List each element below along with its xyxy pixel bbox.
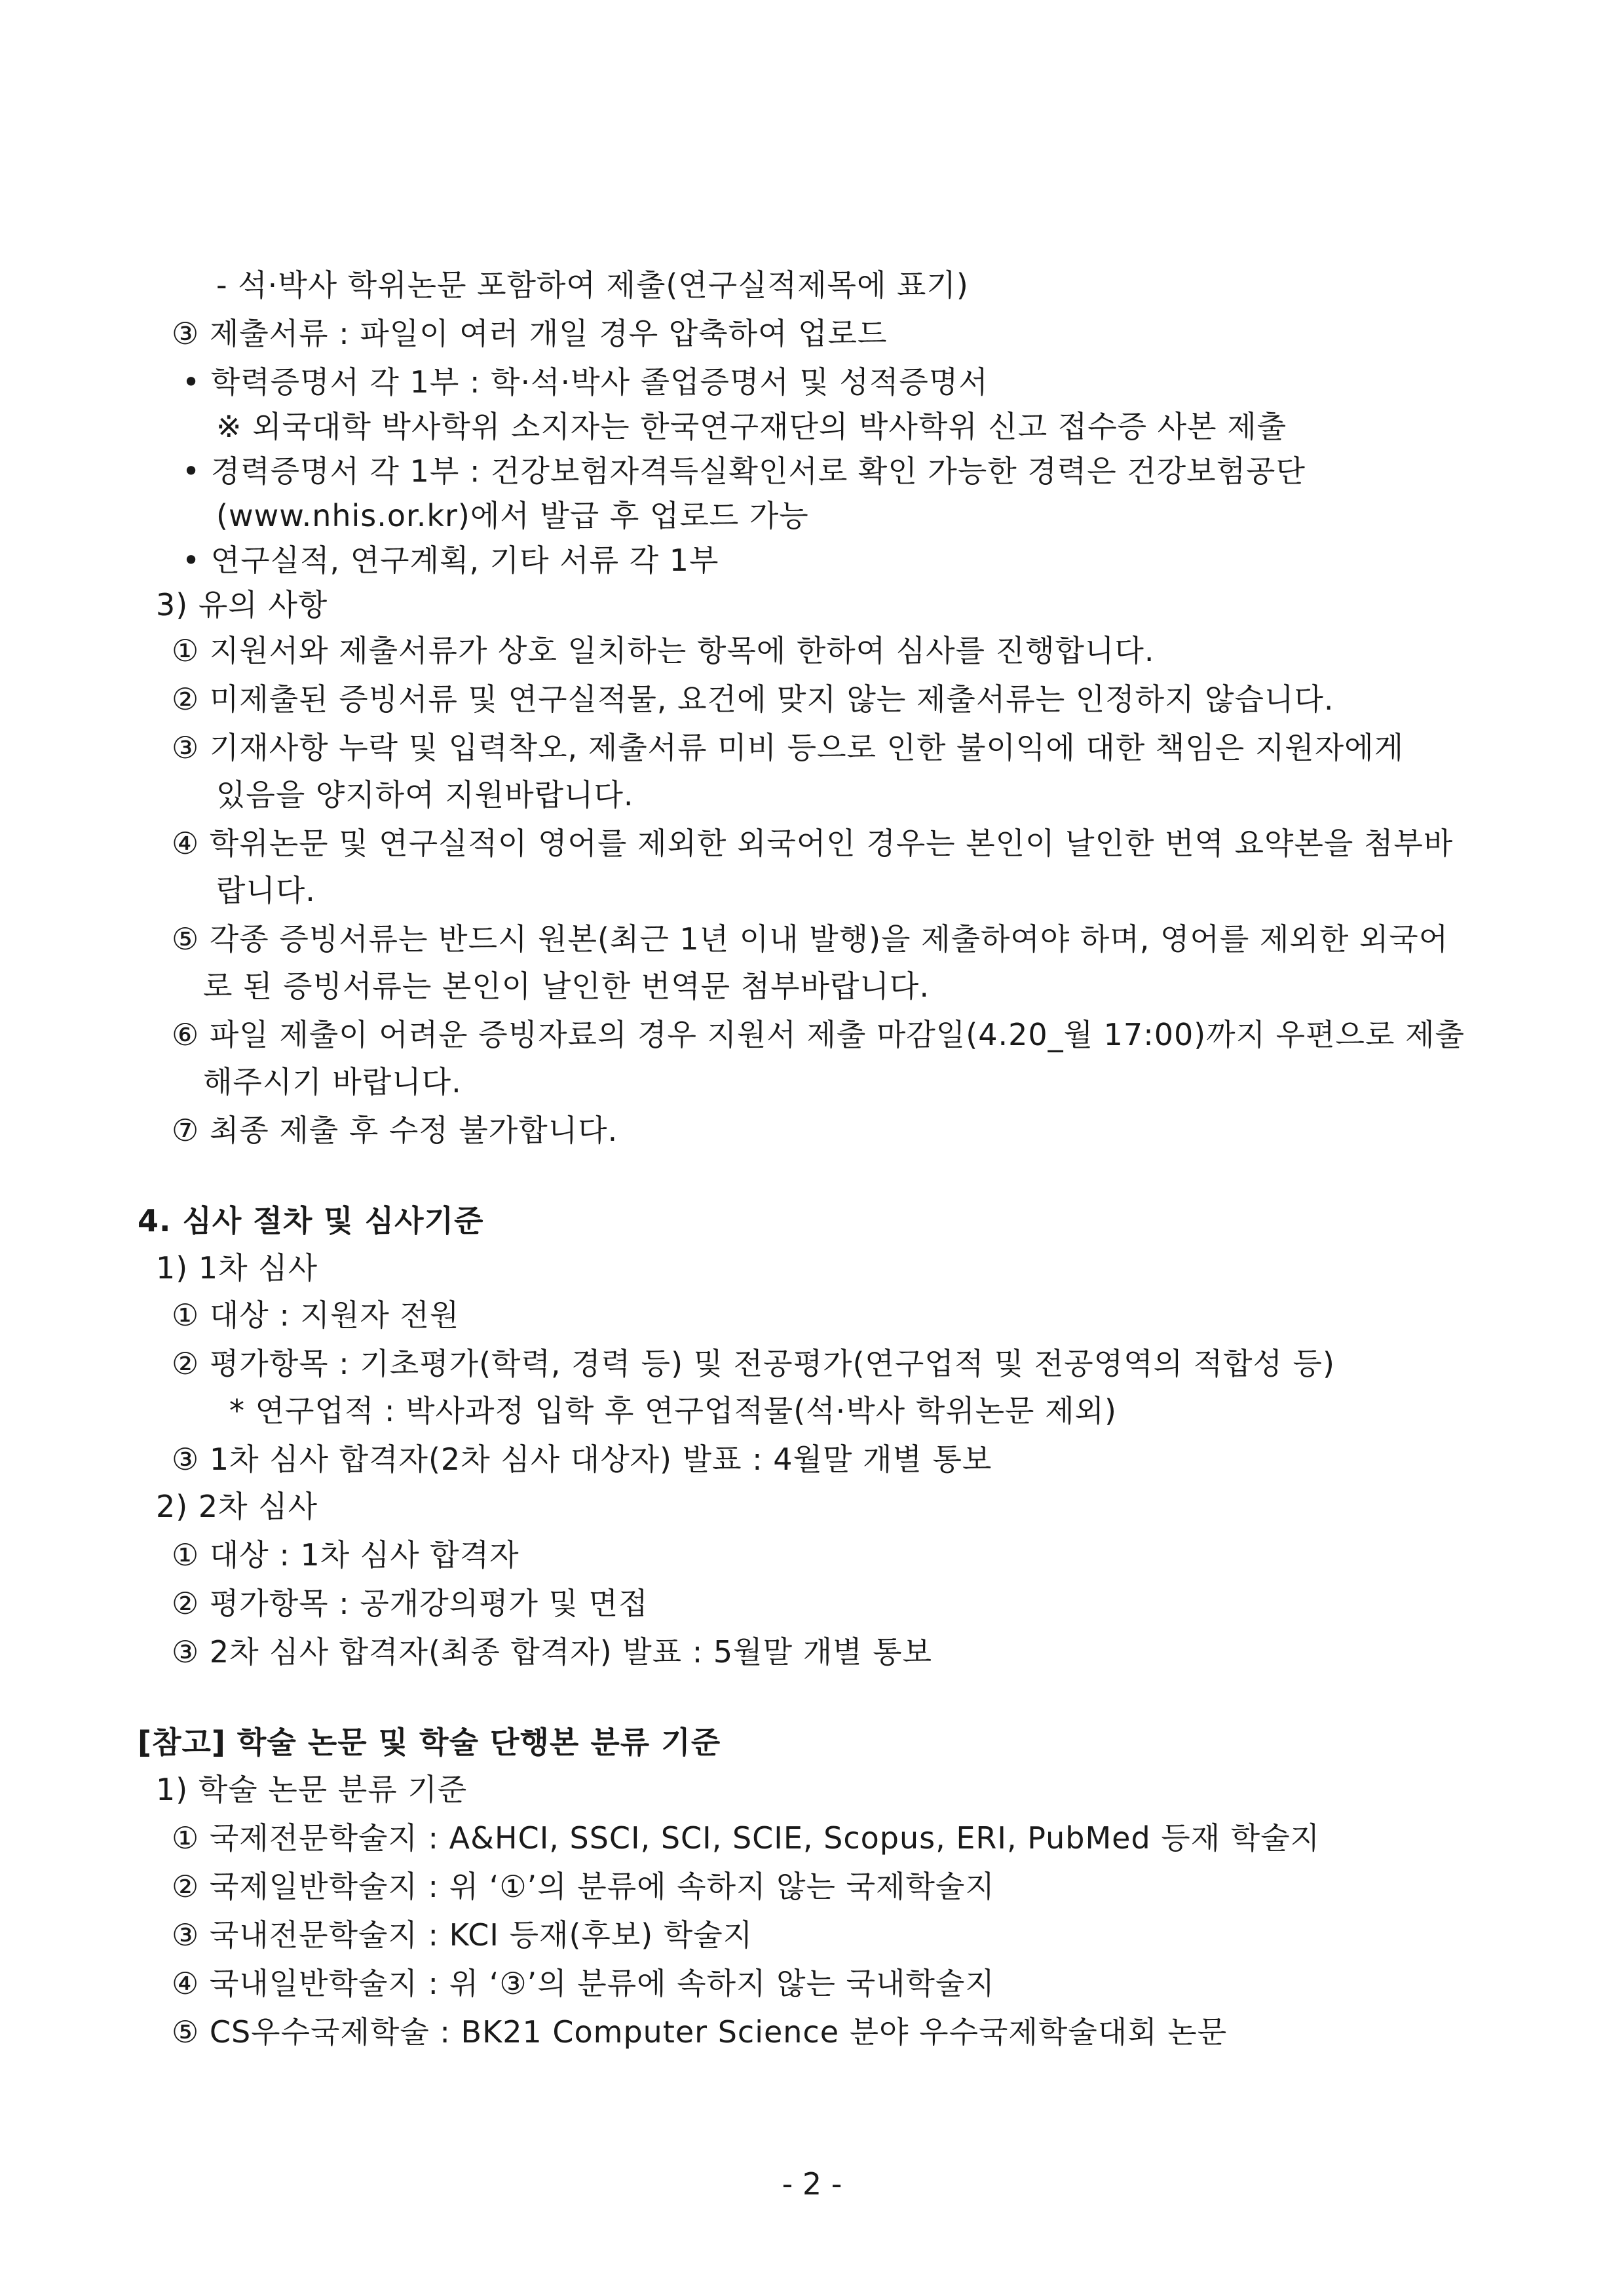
paper-classification-heading: 1) 학술 논문 분류 기준 (156, 1772, 468, 1807)
section-4-heading: 4. 심사 절차 및 심사기준 (138, 1203, 484, 1238)
first-review-target: ① 대상 : 지원자 전원 (172, 1297, 460, 1333)
reference-heading: [참고] 학술 논문 및 학술 단행본 분류 기준 (138, 1725, 721, 1760)
classification-item-4: ④ 국내일반학술지 : 위 ‘③’의 분류에 속하지 않는 국내학술지 (172, 1966, 995, 2001)
caution-heading: 3) 유의 사항 (156, 587, 328, 622)
classification-item-5: ⑤ CS우수국제학술 : BK21 Computer Science 분야 우수국제학술대회 논문 (172, 2014, 1228, 2050)
caution-item-7: ⑦ 최종 제출 후 수정 불가합니다. (172, 1113, 618, 1148)
caution-item-3: ③ 기재사항 누락 및 입력착오, 제출서류 미비 등으로 인한 불이익에 대한 책임은 지원자에게 (172, 730, 1405, 765)
caution-item-1: ① 지원서와 제출서류가 상호 일치하는 항목에 한하여 심사를 진행합니다. (172, 633, 1155, 668)
caution-item-6: ⑥ 파일 제출이 어려운 증빙자료의 경우 지원서 제출 마감일(4.20_월 17:00)까지 우편으로 제출 (172, 1017, 1465, 1052)
submission-docs-item: ③ 제출서류 : 파일이 여러 개일 경우 압축하여 업로드 (172, 316, 888, 351)
page-number: - 2 - (782, 2166, 842, 2202)
first-review-criteria: ② 평가항목 : 기초평가(학력, 경력 등) 및 전공평가(연구업적 및 전공영역의 적합성 등) (172, 1346, 1335, 1381)
career-cert-bullet: • 경력증명서 각 1부 : 건강보험자격득실확인서로 확인 가능한 경력은 건강보험공단 (182, 453, 1306, 489)
career-cert-continuation: (www.nhis.or.kr)에서 발급 후 업로드 가능 (216, 498, 809, 533)
research-docs-bullet: • 연구실적, 연구계획, 기타 서류 각 1부 (182, 543, 719, 578)
caution-item-3-continuation: 있음을 양지하여 지원바랍니다. (216, 777, 634, 813)
degree-thesis-note: - 석·박사 학위논문 포함하여 제출(연구실적제목에 표기) (216, 267, 969, 303)
second-review-result: ③ 2차 심사 합격자(최종 합격자) 발표 : 5월말 개별 통보 (172, 1634, 933, 1670)
caution-item-5: ⑤ 각종 증빙서류는 반드시 원본(최근 1년 이내 발행)을 제출하여야 하며, 영어를 제외한 외국어 (172, 921, 1449, 957)
caution-item-4: ④ 학위논문 및 연구실적이 영어를 제외한 외국어인 경우는 본인이 날인한 번역 요약본을 첨부바 (172, 826, 1454, 861)
classification-item-1: ① 국제전문학술지 : A&HCI, SSCI, SCI, SCIE, Scopus, ERI, PubMed 등재 학술지 (172, 1820, 1321, 1856)
classification-item-2: ② 국제일반학술지 : 위 ‘①’의 분류에 속하지 않는 국제학술지 (172, 1869, 995, 1904)
caution-item-5-continuation: 로 된 증빙서류는 본인이 날인한 번역문 첨부바랍니다. (203, 968, 930, 1004)
education-cert-bullet: • 학력증명서 각 1부 : 학·석·박사 졸업증명서 및 성적증명서 (182, 364, 989, 400)
research-record-note: * 연구업적 : 박사과정 입학 후 연구업적물(석·박사 학위논문 제외) (229, 1393, 1117, 1428)
caution-item-6-continuation: 해주시기 바랍니다. (203, 1064, 462, 1100)
second-review-target: ① 대상 : 1차 심사 합격자 (172, 1537, 519, 1573)
foreign-degree-note: ※ 외국대학 박사학위 소지자는 한국연구재단의 박사학위 신고 접수증 사본 제출 (216, 409, 1287, 444)
first-review-heading: 1) 1차 심사 (156, 1250, 318, 1286)
caution-item-2: ② 미제출된 증빙서류 및 연구실적물, 요건에 맞지 않는 제출서류는 인정하지 않습니다. (172, 681, 1334, 717)
first-review-result: ③ 1차 심사 합격자(2차 심사 대상자) 발표 : 4월말 개별 통보 (172, 1442, 992, 1477)
classification-item-3: ③ 국내전문학술지 : KCI 등재(후보) 학술지 (172, 1917, 753, 1953)
caution-item-4-continuation: 랍니다. (216, 873, 316, 908)
second-review-heading: 2) 2차 심사 (156, 1489, 318, 1524)
second-review-criteria: ② 평가항목 : 공개강의평가 및 면접 (172, 1586, 649, 1621)
